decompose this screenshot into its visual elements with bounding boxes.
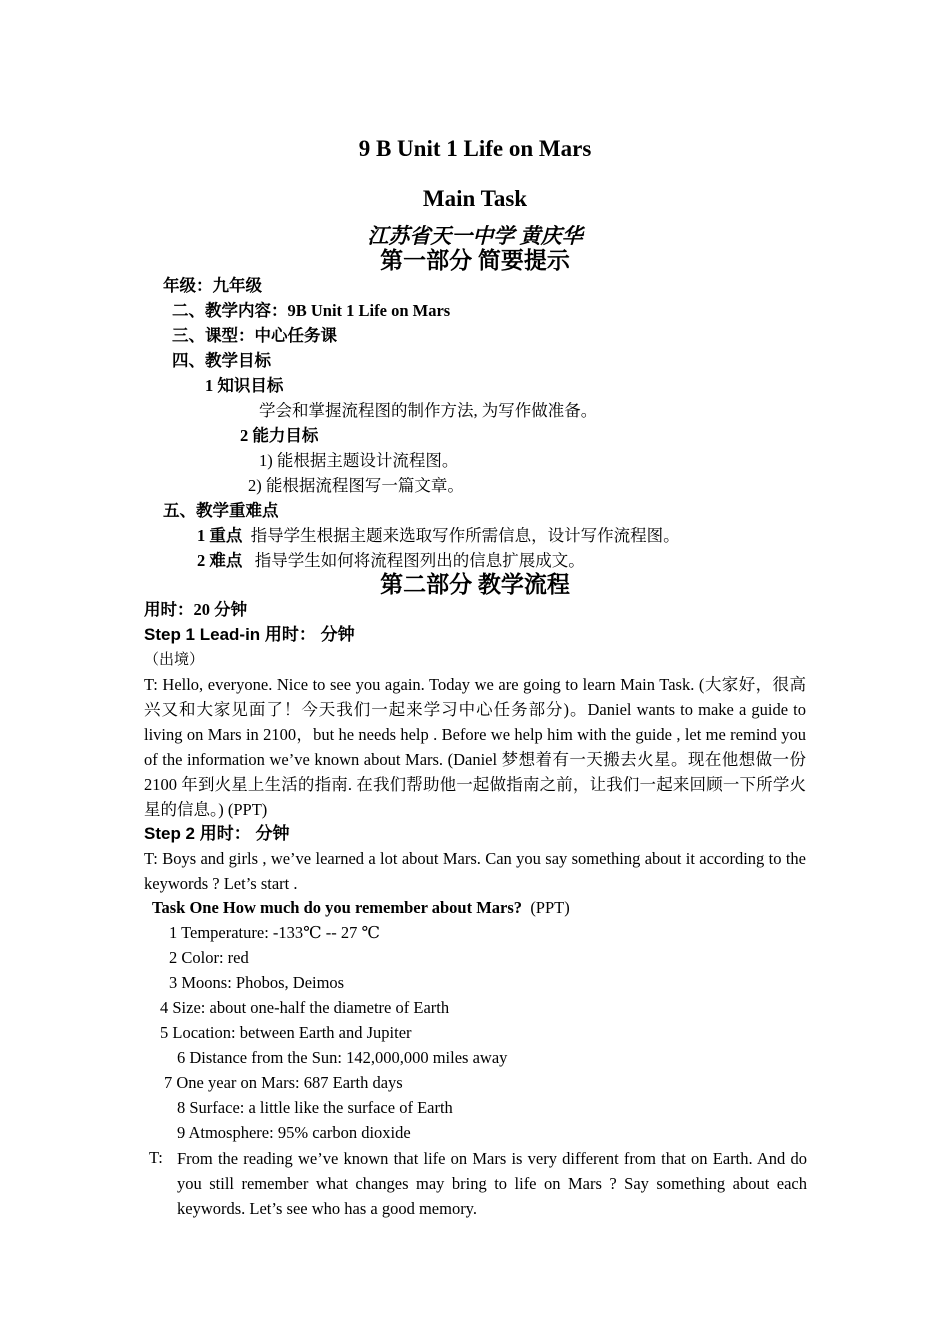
key-point-line (197, 524, 680, 548)
fact-item: 5 Location: between Earth and Jupiter (160, 1023, 412, 1042)
fact-item: 3 Moons: Phobos, Deimos (169, 973, 345, 992)
fact-item: 1 Temperature: -133℃ -- 27 ℃ (169, 923, 380, 942)
final-paragraph: From the reading we’ve known that life on Mars is very different from that on Earth. And do you still remember what changes may bring to life on Mars ? Say something about each keywords. Let’s see who has a good memory. (177, 1149, 807, 1218)
ability-goal-item-1: 1) 能根据主题设计流程图。 (259, 451, 459, 470)
key-points-heading: 五、教学重难点 (163, 501, 279, 520)
part1-heading: 第一部分 简要提示 (380, 248, 570, 273)
difficulty-label: 2 难点 (197, 551, 243, 570)
part2-heading: 第二部分 教学流程 (380, 572, 570, 597)
key-point-label: 1 重点 (197, 526, 243, 545)
knowledge-goal-text: 学会和掌握流程图的制作方法, 为写作做准备。 (259, 401, 598, 420)
step2-heading: Step 2 用时： 分钟 (144, 824, 290, 843)
fact-item: 9 Atmosphere: 95% carbon dioxide (177, 1123, 411, 1142)
ability-goal-item-2: 2) 能根据流程图写一篇文章。 (248, 476, 464, 495)
difficulty-line (197, 549, 585, 573)
final-prefix: T: (149, 1148, 163, 1167)
fact-item: 8 Surface: a little like the surface of Earth (177, 1098, 453, 1117)
ability-goal-label: 2 能力目标 (240, 426, 319, 445)
task-one-line (152, 896, 570, 920)
grade-line: 年级：九年级 (163, 276, 262, 295)
content-line: 二、教学内容：9B Unit 1 Life on Mars (172, 301, 451, 320)
goals-heading: 四、教学目标 (172, 351, 271, 370)
author-line: 江苏省天一中学 黄庆华 (367, 224, 583, 248)
key-point-text: 指导学生根据主题来选取写作所需信息，设计写作流程图。 (250, 526, 680, 545)
step2-paragraph (144, 846, 806, 896)
step1-heading: Step 1 Lead-in 用时： 分钟 (144, 625, 355, 644)
fact-item: 4 Size: about one-half the diametre of Earth (160, 998, 450, 1017)
document-title: 9 B Unit 1 Life on Mars (358, 136, 592, 161)
step1-paragraph: T: Hello, everyone. Nice to see you again. Today we are going to learn Main Task. (大家好，很高兴又和大家见面了！今天我们一起来学习中心任务部分)。Daniel wants to make a guide to living on Mars in 2100，but he needs help . Before we help him with the guide , let me remind you of the information we’ve known about Mars. (Daniel 梦想着有一天搬去火星。现在他想做一份 2100 年到火星上生活的指南. 在我们帮助他一起做指南之前，让我们一起来回顾一下所学火星的信息。) (PPT) (144, 675, 806, 819)
task-one-ppt: (PPT) (530, 898, 570, 917)
step1-note: （出境） (144, 652, 205, 668)
difficulty-text: 指导学生如何将流程图列出的信息扩展成文。 (254, 551, 585, 570)
document-subtitle: Main Task (422, 186, 528, 211)
fact-item: 2 Color: red (169, 948, 249, 967)
step2-paragraph-text: T: Boys and girls , we’ve learned a lot about Mars. Can you say something about it according to the keywords ? Let’s start . (144, 849, 806, 893)
fact-item: 7 One year on Mars: 687 Earth days (164, 1073, 403, 1092)
lesson-type-line: 三、课型：中心任务课 (172, 326, 337, 345)
fact-item: 6 Distance from the Sun: 142,000,000 miles away (177, 1048, 508, 1067)
total-time-line: 用时：20 分钟 (144, 600, 248, 619)
knowledge-goal-label: 1 知识目标 (205, 376, 284, 395)
task-one-label: Task One How much do you remember about Mars? (152, 898, 523, 917)
